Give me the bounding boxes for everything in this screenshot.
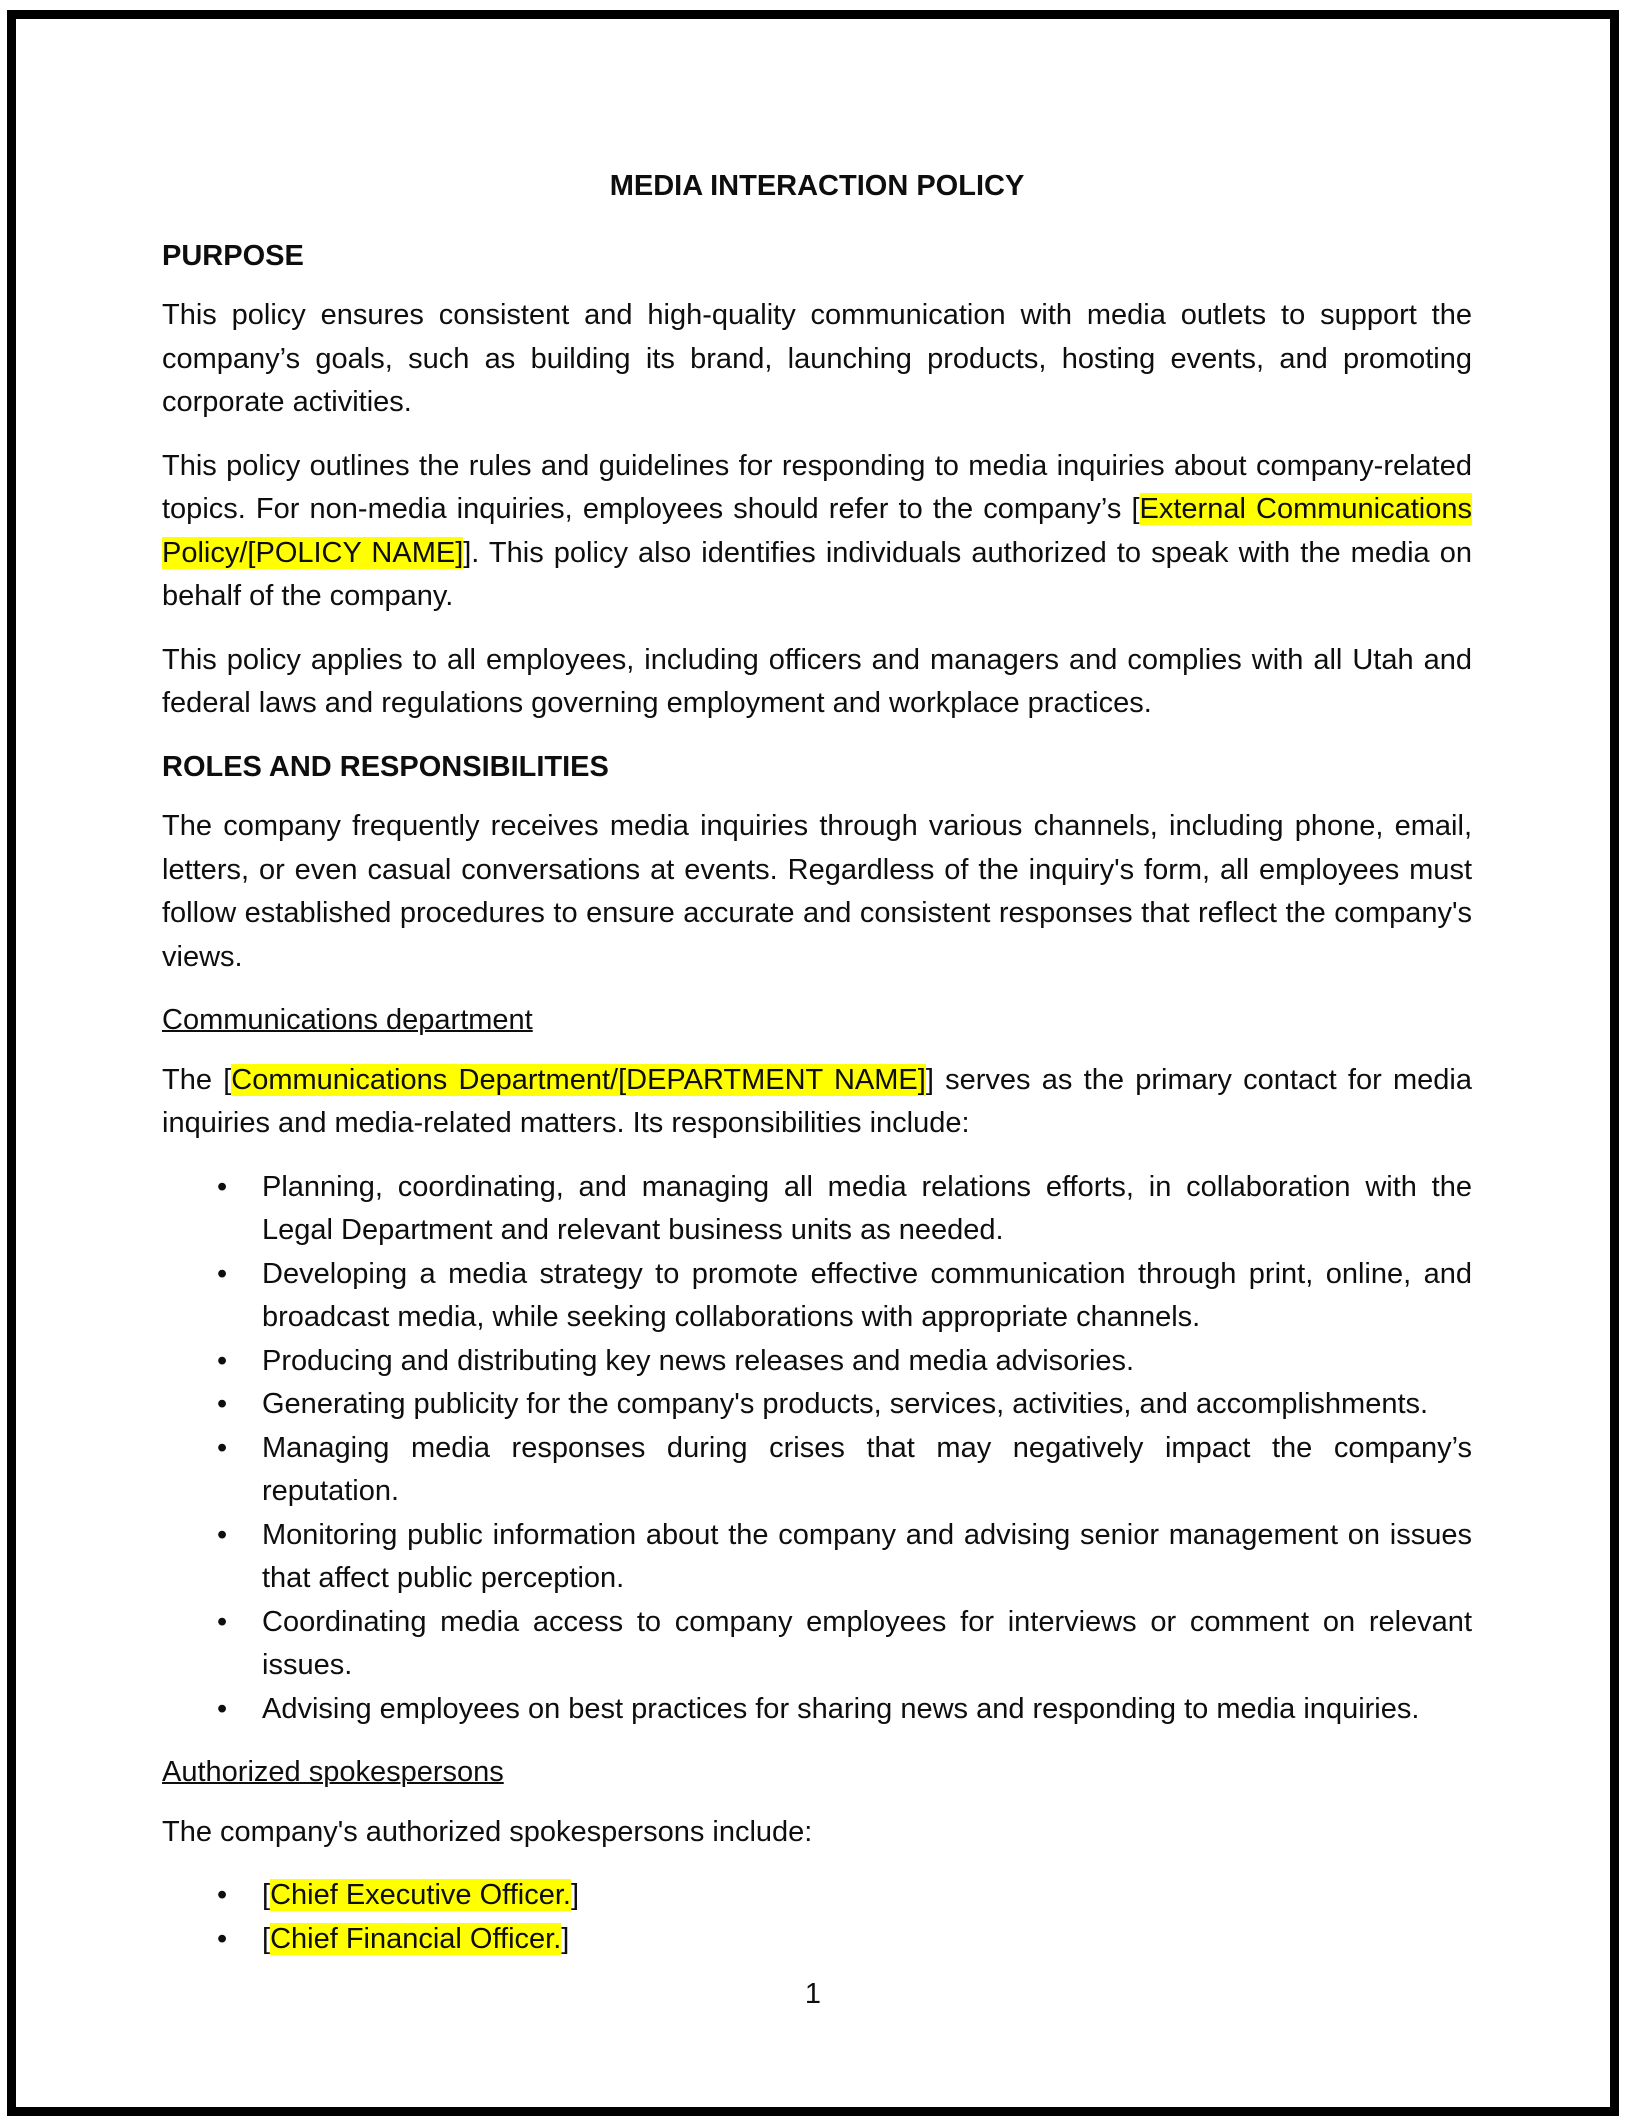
document-page <box>7 10 1619 2116</box>
paragraph <box>162 639 1472 726</box>
section-heading: ROLES AND RESPONSIBILITIES <box>162 750 609 783</box>
text-segment: [ <box>262 1922 271 1955</box>
highlighted-placeholder: Chief Executive Officer. <box>270 1879 571 1911</box>
text-segment: Coordinating media access to company employees for interviews or comment on relevant issues. <box>262 1605 1472 1681</box>
text-segment: The company frequently receives media inquiries through various channels, including phone, email, letters, or even casual conversations at events. Regardless of the inquiry's form, all employees must follow established procedures to ensure accurate and consistent responses that reflect the company's views. <box>162 810 1472 973</box>
list-item <box>162 1874 1472 1918</box>
paragraph <box>162 1059 1472 1146</box>
text-segment: Generating publicity for the company's products, services, activities, and accomplishments. <box>262 1388 1429 1420</box>
bullet-list <box>162 1874 1472 1961</box>
paragraph <box>162 294 1472 425</box>
text-segment: [ <box>262 1879 271 1911</box>
bullet-list <box>162 1166 1472 1732</box>
text-segment: ] <box>561 1922 570 1955</box>
text-segment: This policy ensures consistent and high-quality communication with media outlets to support the company’s goals, such as building its brand, launching products, hosting events, and promoting corporate activities. <box>162 299 1472 418</box>
highlighted-placeholder: Communications Department/[DEPARTMENT NAME] <box>231 1063 926 1096</box>
list-item <box>162 1427 1472 1514</box>
sub-heading: Communications department <box>162 1004 533 1036</box>
list-item <box>162 1514 1472 1601</box>
text-segment: This policy applies to all employees, including officers and managers and complies with all Utah and federal laws and regulations governing employment and workplace practices. <box>162 643 1472 719</box>
page-number: 1 <box>804 1978 822 2011</box>
list-item <box>162 1383 1472 1427</box>
list-item <box>162 1918 1472 1962</box>
list-item <box>162 1601 1472 1688</box>
text-segment: Managing media responses during crises that may negatively impact the company’s reputation. <box>262 1431 1472 1507</box>
text-segment: Monitoring public information about the company and advising senior management on issues that affect public perception. <box>262 1518 1472 1594</box>
text-segment: Advising employees on best practices for sharing news and responding to media inquiries. <box>262 1692 1420 1725</box>
paragraph <box>162 1811 1472 1855</box>
text-segment: This policy outlines the rules and guidelines for responding to media inquiries about company-related topics. For non-media inquiries, employees should refer to the company’s [ <box>162 449 1472 525</box>
section-heading: PURPOSE <box>162 239 304 272</box>
document-content <box>162 165 1472 1981</box>
text-segment: The company's authorized spokespersons include: <box>162 1815 813 1848</box>
text-segment: Producing and distributing key news releases and media advisories. <box>262 1344 1135 1377</box>
list-item <box>162 1166 1472 1253</box>
sub-heading: Authorized spokespersons <box>162 1756 504 1788</box>
text-segment: ] <box>570 1879 579 1911</box>
list-item <box>162 1340 1472 1384</box>
text-segment: Planning, coordinating, and managing all media relations efforts, in collaboration with the Legal Department and relevant business units as needed. <box>262 1170 1472 1246</box>
list-item <box>162 1253 1472 1340</box>
document-title: MEDIA INTERACTION POLICY <box>609 170 1025 202</box>
text-segment: Developing a media strategy to promote effective communication through print, online, and broadcast media, while seeking collaborations with appropriate channels. <box>262 1257 1472 1333</box>
list-item <box>162 1688 1472 1732</box>
text-segment: ]. This policy also identifies individuals authorized to speak with the media on behalf of the company. <box>162 536 1472 612</box>
text-segment: ] serves as the primary contact for media inquiries and media-related matters. Its responsibilities include: <box>162 1063 1472 1139</box>
paragraph <box>162 805 1472 979</box>
highlighted-placeholder: External Communications Policy/[POLICY NAME] <box>162 493 1472 569</box>
paragraph <box>162 445 1472 619</box>
text-segment: The [ <box>162 1063 232 1096</box>
highlighted-placeholder: Chief Financial Officer. <box>270 1922 562 1955</box>
